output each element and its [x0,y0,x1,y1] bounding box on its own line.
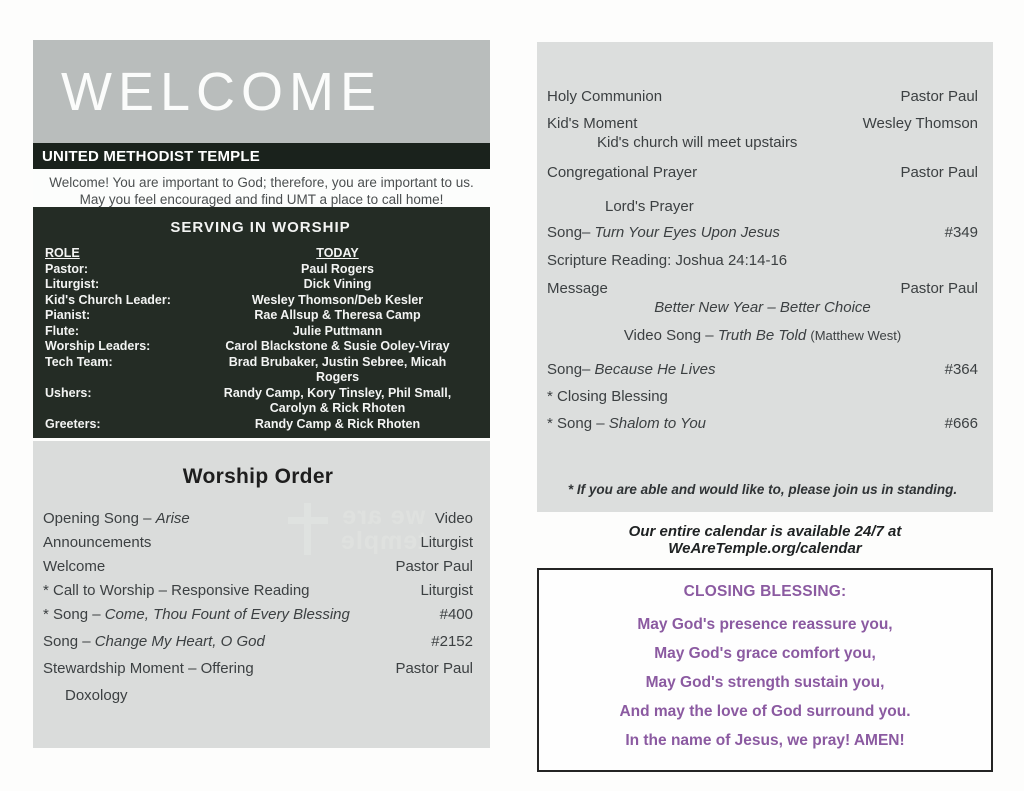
closing-blessing-box [537,568,993,772]
church-name: UNITED METHODIST TEMPLE [42,147,260,165]
order-row [547,164,978,182]
order-row [547,88,978,106]
order-item-label: Doxology [65,687,128,704]
bulletin-page-right [537,42,993,772]
order-item-assignee: Liturgist [420,582,473,599]
role-cell: Pianist: [45,308,91,322]
order-item-assignee: #666 [944,415,978,432]
blessing-line: May God's strength sustain you, [645,674,885,691]
role-header: ROLE [45,246,80,260]
order-item-label: Opening Song – Arise [43,510,190,527]
order-item-label: Holy Communion [547,88,663,105]
order-item-note: Lord's Prayer [605,198,694,215]
ghost-logo-text: we are temple [340,502,427,555]
order-row [547,415,978,433]
order-item-assignee: Wesley Thomson [862,115,978,132]
order-row [43,557,473,576]
order-item-label: * Call to Worship – Responsive Reading [43,582,310,599]
role-cell: Pastor: [45,261,89,276]
welcome-message: Welcome! You are important to God; therefore, you are important to us. May you feel encouraged and find UMT a place to call home! [33,169,490,207]
order-row [43,509,473,528]
order-item-label: Kid's Moment [547,115,638,132]
order-row [547,280,978,298]
order-row [43,659,473,678]
today-cell: Paul Rogers [301,261,374,276]
serving-row [45,277,476,293]
order-row [43,686,473,705]
order-row [43,605,473,624]
serving-title: SERVING IN WORSHIP [170,219,351,236]
role-cell: Kid's Church Leader: [45,292,171,307]
order-sub-row [547,134,978,152]
order-row [547,252,978,270]
blessing-line: May God's presence reassure you, [637,616,893,633]
order-row [547,224,978,242]
order-item-assignee: #364 [944,361,978,378]
blessing-line: And may the love of God surround you. [619,703,911,720]
today-cell: Wesley Thomson/Deb Kesler [251,292,424,307]
order-sub-row [547,198,978,216]
serving-row [45,355,476,386]
order-item-label: Song– Turn Your Eyes Upon Jesus [547,224,780,241]
welcome-banner [33,40,490,143]
role-cell: Worship Leaders: [45,339,151,353]
order-item-assignee: #2152 [431,633,473,650]
calendar-availability-note: Our entire calendar is available 24/7 at WeAreTemple.org/calendar [628,523,902,557]
blessing-line: May God's grace comfort you, [654,645,876,662]
order-item-label: Message [547,280,608,297]
today-cell: Randy Camp & Rick Rhoten [254,416,421,431]
blessing-line: In the name of Jesus, we pray! AMEN! [625,732,905,749]
order-item-assignee: Pastor Paul [900,164,978,181]
worship-order-title: Worship Order [182,465,334,488]
role-cell: Liturgist: [45,277,100,291]
standing-instruction-note: * If you are able and would like to, please join us in standing. [567,482,958,497]
order-item-assignee: Pastor Paul [395,660,473,677]
serving-header-row [45,246,476,262]
serving-row [45,308,476,324]
video-song-row: Video Song – Truth Be Told (Matthew West) [623,327,902,344]
order-item-label: Scripture Reading: Joshua 24:14-16 [547,252,788,269]
bulletin-page-left [33,40,490,748]
role-cell: Greeters: [45,416,101,431]
serving-row [45,417,476,433]
serving-row [45,324,476,340]
order-item-assignee: Liturgist [420,534,473,551]
closing-blessing-title: CLOSING BLESSING: [683,583,847,600]
order-item-label: Stewardship Moment – Offering [43,660,254,677]
order-item-label: * Closing Blessing [547,388,668,405]
serving-row [45,293,476,309]
order-item-label: Song – Change My Heart, O God [43,633,265,650]
order-row [547,115,978,133]
order-item-assignee: Pastor Paul [395,558,473,575]
today-cell: Julie Puttmann [292,323,383,338]
order-item-assignee: #349 [944,224,978,241]
serving-row [45,386,476,417]
order-item-assignee: Pastor Paul [900,280,978,297]
order-item-label: * Song – Come, Thou Fount of Every Blessing [43,606,350,623]
today-cell: Dick Vining [303,277,372,291]
order-item-label: Welcome [43,558,106,575]
today-header: TODAY [316,246,359,260]
order-row [43,632,473,651]
order-item-label: Congregational Prayer [547,164,698,181]
today-cell: Carol Blackstone & Susie Ooley-Viray [225,339,450,353]
order-item-assignee: #400 [439,606,473,623]
role-cell: Ushers: [45,385,92,400]
order-item-label: Announcements [43,534,152,551]
church-name-bar [33,143,490,169]
message-title-row: Better New Year – Better Choice [654,299,871,316]
order-item-label: * Song – Shalom to You [547,415,707,432]
order-row [547,361,978,379]
welcome-title: WELCOME [61,61,383,122]
order-item-note: Kid's church will meet upstairs [597,134,798,151]
today-cell: Randy Camp, Kory Tinsley, Phil Small, Carolyn & Rick Rhoten [223,385,452,415]
order-row [547,388,978,406]
role-cell: Tech Team: [45,354,113,369]
order-item-assignee: Pastor Paul [900,88,978,105]
role-cell: Flute: [45,323,80,338]
order-row [43,581,473,600]
today-cell: Brad Brubaker, Justin Sebree, Micah Rogers [228,354,447,384]
serving-row [45,262,476,278]
worship-order-continued-panel [537,42,993,512]
order-item-label: Song– Because He Lives [547,361,716,378]
serving-row [45,339,476,355]
order-row [43,533,473,552]
worship-order-panel [33,441,490,748]
order-item-assignee: Video [434,510,473,527]
today-cell: Rae Allsup & Theresa Camp [254,308,421,322]
serving-in-worship-panel [33,207,490,438]
